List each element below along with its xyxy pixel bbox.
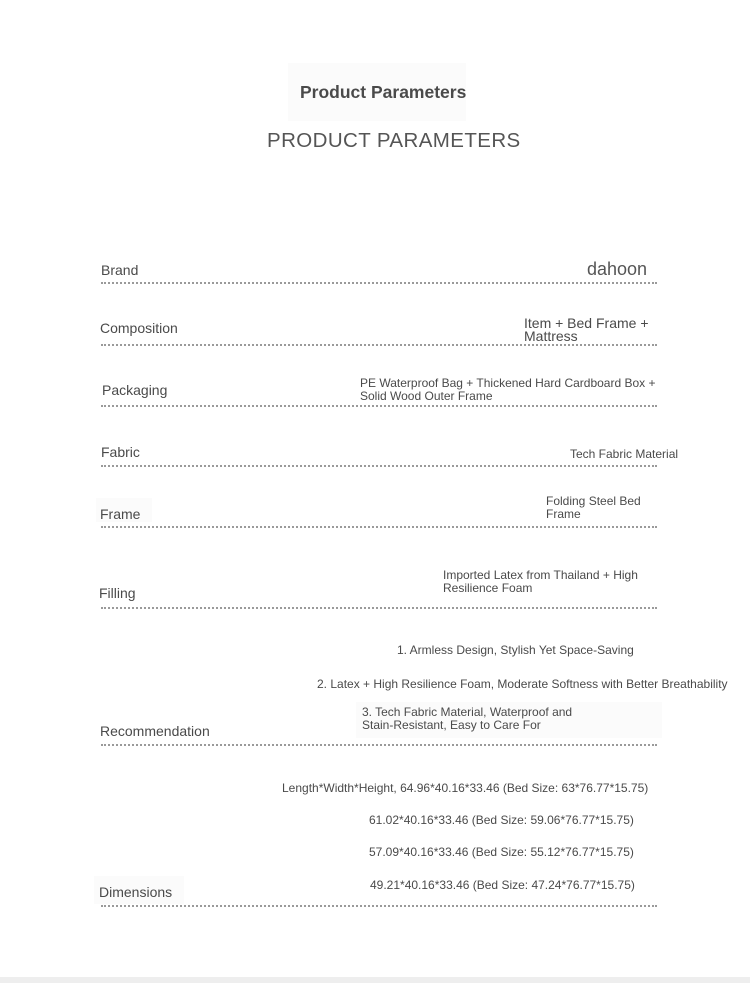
divider-dimensions bbox=[101, 905, 657, 907]
frame-value-line1: Folding Steel Bed bbox=[546, 494, 641, 508]
divider-filling bbox=[101, 607, 657, 609]
dimensions-label: Dimensions bbox=[99, 884, 173, 900]
recommendation-item-2: 2. Latex + High Resilience Foam, Moderate Softness with Better Breathability bbox=[317, 677, 728, 691]
packaging-value-line1: PE Waterproof Bag + Thickened Hard Cardboard Box + bbox=[360, 376, 656, 390]
filling-value-line1: Imported Latex from Thailand + High bbox=[443, 568, 638, 582]
fabric-value: Tech Fabric Material bbox=[570, 447, 679, 461]
recommendation-item-3-line2: Stain-Resistant, Easy to Care For bbox=[362, 718, 541, 732]
recommendation-item-1: 1. Armless Design, Stylish Yet Space-Saving bbox=[397, 643, 634, 657]
divider-fabric bbox=[101, 465, 657, 467]
page-title: Product Parameters bbox=[300, 82, 467, 102]
divider-brand bbox=[101, 282, 657, 284]
recommendation-label: Recommendation bbox=[100, 723, 210, 739]
dimensions-size-3: 57.09*40.16*33.46 (Bed Size: 55.12*76.77*15.75) bbox=[369, 845, 634, 859]
divider-recommendation bbox=[101, 744, 657, 746]
divider-frame bbox=[101, 526, 657, 528]
page-subtitle: PRODUCT PARAMETERS bbox=[267, 129, 521, 152]
composition-label: Composition bbox=[100, 320, 178, 336]
packaging-label: Packaging bbox=[102, 382, 168, 398]
divider-composition bbox=[101, 344, 657, 346]
footer-bar bbox=[0, 977, 750, 983]
recommendation-item-3-line1: 3. Tech Fabric Material, Waterproof and bbox=[362, 705, 573, 719]
fabric-label: Fabric bbox=[101, 444, 140, 460]
filling-value-line2: Resilience Foam bbox=[443, 581, 533, 595]
filling-label: Filling bbox=[99, 585, 136, 601]
packaging-value-line2: Solid Wood Outer Frame bbox=[360, 389, 493, 403]
divider-packaging bbox=[101, 405, 657, 407]
frame-label: Frame bbox=[100, 506, 141, 522]
composition-value-line1: Item + Bed Frame + bbox=[524, 315, 649, 331]
dimensions-size-2: 61.02*40.16*33.46 (Bed Size: 59.06*76.77*15.75) bbox=[369, 813, 634, 827]
frame-value-line2: Frame bbox=[546, 507, 581, 521]
brand-label: Brand bbox=[101, 262, 139, 278]
dimensions-size-4: 49.21*40.16*33.46 (Bed Size: 47.24*76.77*15.75) bbox=[370, 878, 635, 892]
dimensions-size-1: Length*Width*Height, 64.96*40.16*33.46 (Bed Size: 63*76.77*15.75) bbox=[282, 781, 649, 795]
brand-value: dahoon bbox=[587, 259, 648, 279]
composition-value-line2: Mattress bbox=[524, 328, 578, 344]
